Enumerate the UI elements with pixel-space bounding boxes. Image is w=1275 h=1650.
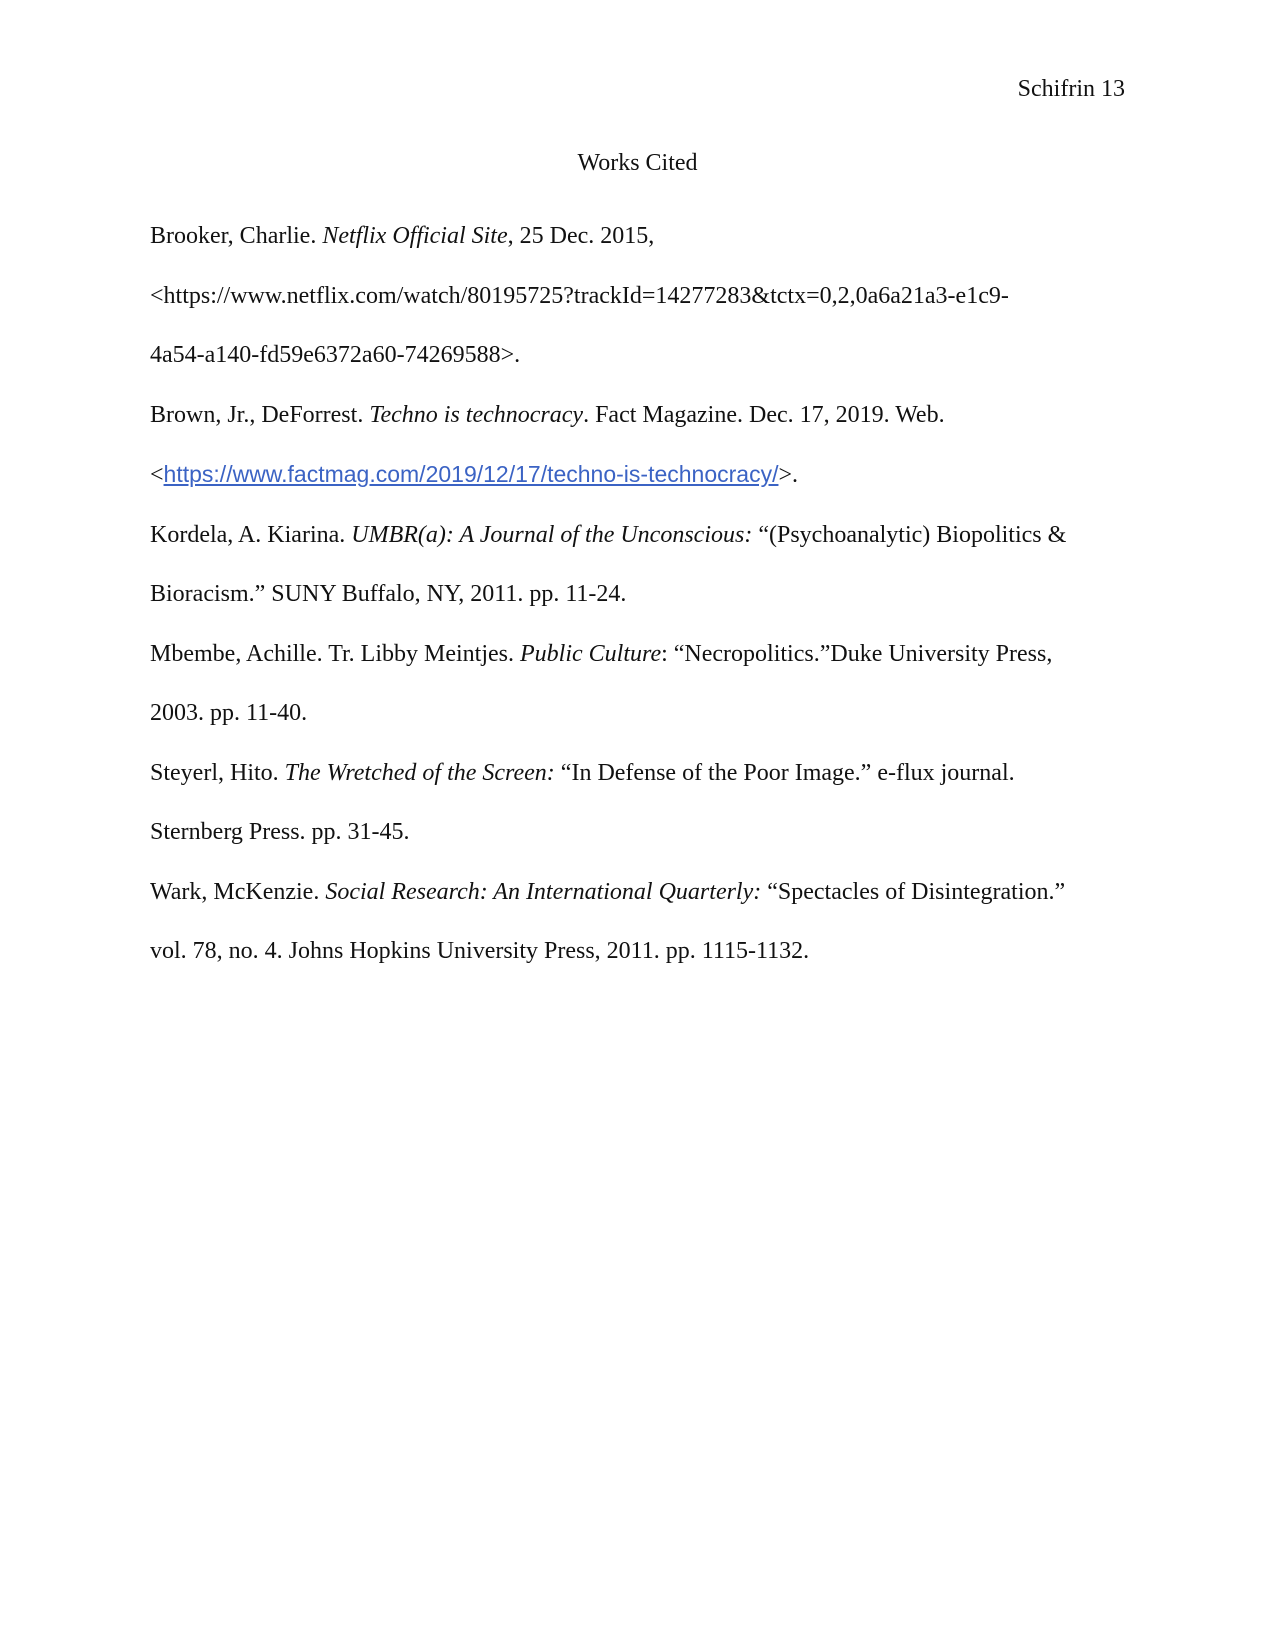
- citation-source-title: Public Culture: [520, 640, 662, 667]
- works-cited-list: [150, 207, 1125, 982]
- citation-steyerl: [150, 744, 1125, 863]
- citation-source-title: Social Research: An International Quarterly:: [325, 878, 762, 905]
- page-title: Works Cited: [577, 150, 698, 176]
- citation-url-line: [150, 445, 1125, 506]
- citation-brown: [150, 386, 1125, 506]
- citation-line: [150, 744, 1125, 804]
- citation-line: [150, 625, 1125, 685]
- citation-details: “(Psychoanalytic) Biopolitics &: [752, 521, 1067, 548]
- citation-source-title: The Wretched of the Screen:: [284, 759, 555, 786]
- citation-author: Steyerl, Hito.: [150, 759, 285, 786]
- citation-author: Mbembe, Achille. Tr. Libby Meintjes.: [150, 640, 520, 667]
- factmag-link[interactable]: https://www.factmag.com/2019/12/17/techno-is-technocracy/: [163, 461, 779, 487]
- citation-kordela: [150, 506, 1125, 625]
- citation-source-title: UMBR(a): A Journal of the Unconscious:: [351, 521, 753, 548]
- citation-line: [150, 207, 1125, 267]
- running-head: Schifrin 13: [1017, 76, 1125, 102]
- citation-wark: [150, 863, 1125, 982]
- citation-details: “Spectacles of Disintegration.”: [761, 878, 1066, 905]
- citation-continuation: vol. 78, no. 4. Johns Hopkins University Press, 2011. pp. 1115-1132.: [150, 938, 810, 964]
- citation-url-line: <https://www.netflix.com/watch/80195725?trackId=14277283&tctx=0,2,0a6a21a3-e1c9-: [150, 282, 1009, 309]
- citation-source-title: Netflix Official Site: [322, 223, 508, 249]
- citation-mbembe: [150, 625, 1125, 744]
- citation-continuation: Bioracism.” SUNY Buffalo, NY, 2011. pp. 11-24.: [150, 581, 627, 607]
- citation-details: : “Necropolitics.”Duke University Press,: [661, 640, 1053, 667]
- citation-author: Brooker, Charlie.: [150, 223, 323, 249]
- citation-line: [150, 386, 1125, 446]
- citation-brooker: [150, 207, 1125, 386]
- citation-author: Wark, McKenzie.: [150, 878, 326, 905]
- bracket-open: <: [150, 462, 164, 488]
- citation-author: Brown, Jr., DeForrest.: [150, 401, 370, 428]
- citation-line: [150, 506, 1125, 566]
- citation-line: [150, 863, 1125, 923]
- citation-details: , 25 Dec. 2015,: [507, 223, 655, 249]
- bracket-close: >.: [778, 462, 799, 488]
- citation-source-title: Techno is technocracy: [369, 401, 584, 428]
- citation-author: Kordela, A. Kiarina.: [150, 521, 352, 548]
- citation-details: . Fact Magazine. Dec. 17, 2019. Web.: [583, 401, 945, 428]
- citation-continuation: Sternberg Press. pp. 31-45.: [150, 819, 410, 845]
- citation-url-line: 4a54-a140-fd59e6372a60-74269588>.: [150, 342, 521, 368]
- citation-details: “In Defense of the Poor Image.” e-flux journal.: [554, 759, 1015, 786]
- citation-continuation: 2003. pp. 11-40.: [150, 700, 308, 726]
